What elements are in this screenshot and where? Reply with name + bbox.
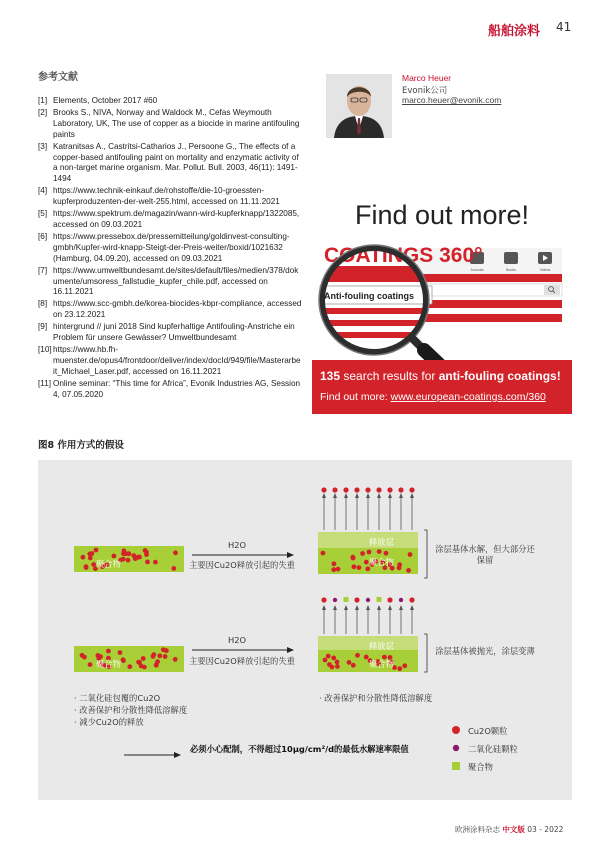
- cu2o-particle: [154, 663, 159, 668]
- reference-text: Brooks S., NIVA, Norway and Waldock M., Cefas Weymouth Laboratory, UK, The use of copper as a biocide in marine antifouling paints: [53, 107, 300, 139]
- ad-results-term: anti-fouling coatings!: [438, 369, 561, 383]
- ad-search-text: Anti-fouling coatings: [324, 291, 414, 301]
- layer-label-release: 释放层: [369, 537, 394, 547]
- reference-item: [38, 108, 302, 141]
- section-title: 船舶涂料: [488, 24, 541, 39]
- reference-item: [38, 186, 302, 208]
- cu2o-particle: [81, 555, 86, 560]
- mechanism-figure: [38, 460, 572, 800]
- left-bullet: · 改善保护和分散性降低溶解度: [74, 705, 188, 715]
- cu2o-particle: [137, 555, 142, 560]
- cu2o-particle: [398, 487, 403, 492]
- reference-text: Online seminar: “This time for Africa”, Evonik Industries AG, Session 4, 07.05.2020: [53, 378, 301, 399]
- cu2o-particle: [335, 660, 340, 665]
- cu2o-particle: [376, 487, 381, 492]
- reference-number: [7]: [38, 265, 48, 275]
- cu2o-particle: [82, 655, 87, 660]
- cu2o-particle: [332, 561, 337, 566]
- cu2o-particle: [137, 660, 142, 665]
- cu2o-particle: [127, 664, 132, 669]
- legend-marker-polymer: [452, 762, 460, 770]
- cu2o-particle: [364, 560, 369, 565]
- ad-findout-label: Find out more:: [320, 391, 391, 403]
- reference-number: [11]: [38, 378, 52, 388]
- layer-label-polymer: 聚合物: [369, 659, 394, 669]
- top-note: 涂层基体水解，但大部分还保留: [435, 544, 535, 565]
- reference-text: Katranitsas A., Castritsi-Catharios J., Persoone G., The effects of a copper-based antifouling paint on mortality and enzymatic activity of a non-target marine organism. Mar. Pollut. Bull. 2003, 46(11): 1491-1494: [53, 141, 299, 184]
- cu2o-particle: [336, 567, 341, 572]
- cu2o-particle: [355, 653, 360, 658]
- footer-magazine: 欧洲涂料杂志: [455, 825, 500, 834]
- layer-label-polymer: 聚合物: [369, 557, 394, 567]
- cu2o-particle: [326, 654, 331, 659]
- cu2o-particle: [323, 658, 328, 663]
- cu2o-particle: [122, 548, 127, 553]
- reference-item: [38, 345, 302, 378]
- cu2o-particle: [357, 565, 362, 570]
- particle: [321, 597, 326, 602]
- footer-issue: 03 - 2022: [527, 825, 564, 834]
- particle: [354, 597, 359, 602]
- reference-item: [38, 209, 302, 231]
- ad-results-middle: search results for: [340, 369, 439, 383]
- cu2o-particle: [321, 487, 326, 492]
- legend-label-silica: 二氧化硅颗粒: [468, 744, 518, 754]
- legend-markers: [450, 724, 464, 784]
- arrow-note: 主要因Cu2O释放引起的失重: [189, 560, 295, 570]
- cu2o-particle: [364, 655, 369, 660]
- ad-results-count: 135: [320, 369, 341, 383]
- cu2o-particle: [88, 556, 93, 561]
- cu2o-particle: [351, 663, 356, 668]
- cu2o-particle: [131, 553, 136, 558]
- author-photo: [326, 74, 392, 138]
- cu2o-particle: [164, 648, 169, 653]
- cu2o-particle: [151, 652, 156, 657]
- particle: [409, 597, 414, 602]
- books-icon: [504, 252, 518, 264]
- reference-item: [38, 142, 302, 186]
- cu2o-particle: [331, 567, 336, 572]
- legend-marker-cu2o: [452, 726, 460, 734]
- page-number: 41: [556, 20, 572, 34]
- left-bullet: · 二氧化硅包覆的Cu2O: [74, 693, 161, 703]
- references-heading: 参考文献: [38, 72, 78, 83]
- cu2o-particle: [321, 551, 326, 556]
- cu2o-particle: [173, 550, 178, 555]
- water-label: H2O: [228, 540, 247, 550]
- reference-item: [38, 299, 302, 321]
- reference-text: hintergrund // juni 2018 Sind kupferhaltige Antifouling-Anstriche ein Problem für unsere Gewässer? Umweltbundesamt: [53, 322, 295, 343]
- cu2o-particle: [347, 660, 352, 665]
- reference-item: [38, 96, 302, 107]
- cu2o-particle: [335, 664, 340, 669]
- conclusion-note: 必须小心配制，不得超过10μg/cm²/d的最低水解速率限值: [190, 744, 409, 754]
- cu2o-particle: [118, 650, 123, 655]
- cu2o-particle: [173, 657, 178, 662]
- left-bullet: · 减少Cu2O的释放: [74, 717, 144, 727]
- layer-label-polymer: 聚合物: [96, 659, 121, 669]
- cu2o-particle: [350, 555, 355, 560]
- cu2o-particle: [331, 656, 336, 661]
- cu2o-particle: [343, 487, 348, 492]
- magnifier-illustration: [312, 236, 572, 360]
- reference-item: [38, 266, 302, 299]
- polymer-fragment: [377, 597, 382, 602]
- arrow-note: 主要因Cu2O释放引起的失重: [189, 656, 295, 666]
- particle: [333, 598, 337, 602]
- author-name: Marco Heuer: [402, 73, 452, 83]
- reference-text: Elements, October 2017 #60: [53, 96, 158, 105]
- release-layer: [318, 636, 418, 650]
- cu2o-particle: [84, 565, 89, 570]
- cu2o-particle: [88, 662, 93, 667]
- author-company: Evonik公司: [402, 86, 448, 96]
- bottom-note: 涂层基体被抛光，涂层变薄: [435, 646, 535, 656]
- author-email-link[interactable]: marco.heuer@evonik.com: [402, 95, 502, 105]
- reference-item: [38, 232, 302, 265]
- cu2o-particle: [402, 663, 407, 668]
- reference-text: https://www.spektrum.de/magazin/wann-wird-kupferknapp/1322085, accessed on 09.03.2021: [53, 209, 300, 229]
- legend-label-polymer: 聚合物: [468, 762, 493, 772]
- reference-text: https://www.pressebox.de/pressemitteilung/goldinvest-consulting-gmbh/Kupfer-wird-knapp-Steigt-der-Preis-weiter/boxid/1021632 (Hamburg, 04.09.20), accessed on 09.03.2021: [53, 231, 290, 263]
- layer-label-polymer: 聚合物: [96, 559, 121, 569]
- cu2o-particle: [157, 653, 162, 658]
- footer-edition: 中文版: [502, 825, 525, 834]
- cu2o-particle: [409, 487, 414, 492]
- reference-number: [3]: [38, 141, 48, 151]
- nav-journals: Journals: [470, 268, 484, 272]
- cu2o-particle: [406, 568, 411, 573]
- polymer-fragment: [344, 597, 349, 602]
- cu2o-particle: [126, 558, 131, 563]
- cu2o-particle: [112, 554, 117, 559]
- layer-label-release: 释放层: [369, 641, 394, 651]
- reference-number: [1]: [38, 96, 48, 105]
- reference-number: [2]: [38, 107, 48, 117]
- cu2o-particle: [354, 487, 359, 492]
- ad-banner[interactable]: [312, 360, 572, 414]
- cu2o-particle: [141, 656, 146, 661]
- water-label: H2O: [228, 635, 247, 645]
- cu2o-particle: [332, 487, 337, 492]
- legend-label-cu2o: Cu2O颗粒: [468, 726, 508, 736]
- reference-number: [9]: [38, 322, 48, 332]
- cu2o-particle: [360, 551, 365, 556]
- cu2o-particle: [171, 566, 176, 571]
- particle: [387, 597, 392, 602]
- nav-videos: Videos: [539, 268, 551, 272]
- cu2o-particle: [153, 560, 158, 565]
- reference-number: [5]: [38, 209, 48, 219]
- cu2o-particle: [94, 548, 99, 553]
- cu2o-particle: [408, 552, 413, 557]
- cu2o-particle: [121, 657, 126, 662]
- cu2o-particle: [387, 487, 392, 492]
- reference-text: https://www.hb.fh-muenster.de/opus4/frontdoor/deliver/index/docId/949/file/Masterarbeit_Michael_Laser.pdf, accessed on 16.11.2021: [53, 344, 301, 376]
- nav-books: Books: [506, 268, 516, 272]
- cu2o-particle: [384, 551, 389, 556]
- ad-findout: [320, 391, 546, 403]
- particle: [366, 598, 370, 602]
- advertisement[interactable]: [312, 192, 572, 414]
- ad-logo: COATINGS 360°: [324, 244, 483, 267]
- cu2o-particle: [377, 549, 382, 554]
- right-bullet: · 改善保护和分散性降低溶解度: [319, 693, 433, 703]
- ad-headline: Find out more!: [354, 200, 530, 230]
- reference-number: [4]: [38, 186, 48, 196]
- cu2o-particle: [367, 550, 372, 555]
- reference-text: https://www.technik-einkauf.de/rohstoffe/die-10-groessten-kupferproduzenten-der-welt-255.html, accessed on 11.11.2021: [53, 186, 280, 207]
- reference-number: [8]: [38, 299, 48, 309]
- reference-item: [38, 322, 302, 344]
- release-layer: [318, 532, 418, 548]
- cu2o-particle: [397, 666, 402, 671]
- person-icon: [326, 74, 392, 138]
- ad-results-text: [320, 369, 561, 383]
- cu2o-particle: [397, 566, 402, 571]
- references-list: [38, 96, 302, 401]
- cu2o-particle: [163, 654, 168, 659]
- cu2o-particle: [330, 665, 335, 670]
- cu2o-particle: [90, 551, 95, 556]
- cu2o-particle: [365, 487, 370, 492]
- cu2o-particle: [145, 560, 150, 565]
- reference-number: [6]: [38, 231, 48, 241]
- reference-item: [38, 379, 302, 401]
- particle: [399, 598, 403, 602]
- reference-number: [10]: [38, 344, 52, 354]
- legend-marker-silica: [453, 745, 459, 751]
- ad-url-link[interactable]: www.european-coatings.com/360: [390, 391, 546, 403]
- footer: [455, 824, 563, 835]
- figure-caption: 图8 作用方式的假设: [38, 440, 124, 451]
- reference-text: https://www.scc-gmbh.de/korea-biocides-kbpr-compliance, accessed on 23.12.2021: [53, 299, 302, 320]
- cu2o-particle: [144, 552, 149, 557]
- cu2o-particle: [106, 649, 111, 654]
- reference-text: https://www.umweltbundesamt.de/sites/default/files/medien/378/dokumente/umsoress_fallstudie_kupfer_chile.pdf, accessed on 16.11.2021: [53, 265, 299, 297]
- cu2o-particle: [352, 564, 357, 569]
